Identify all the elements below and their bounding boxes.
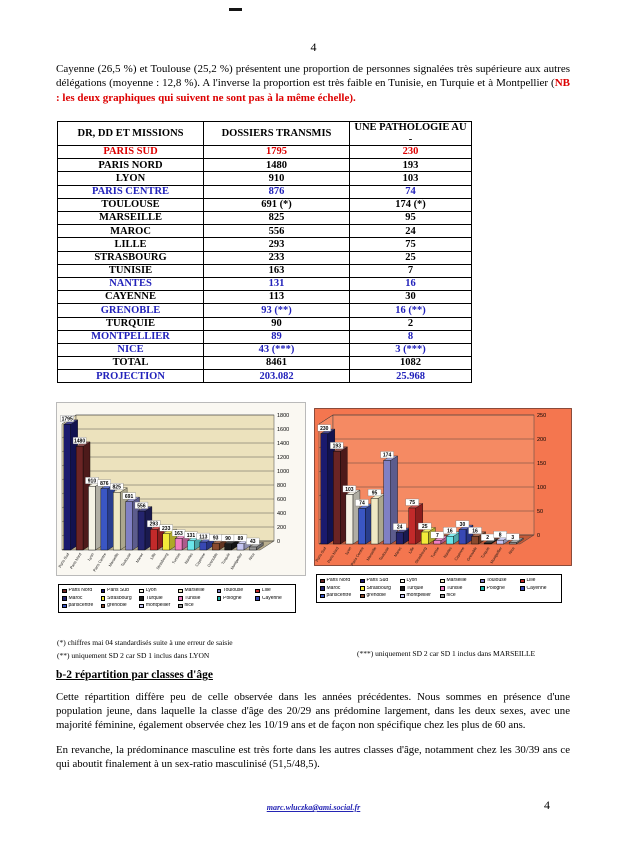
svg-text:1400: 1400 bbox=[277, 441, 290, 447]
legend-swatch bbox=[440, 586, 445, 591]
svg-text:Paris Nord: Paris Nord bbox=[69, 552, 83, 570]
table-row bbox=[58, 291, 472, 304]
legend-swatch bbox=[178, 604, 183, 609]
row-name-cell: PARIS NORD bbox=[58, 159, 204, 172]
legend-label: Pologne bbox=[223, 595, 242, 601]
legend-label: Turquie bbox=[406, 585, 424, 591]
legend-label: Maroc bbox=[326, 585, 341, 591]
legend-label: Paris Nord bbox=[68, 588, 93, 593]
dossiers-cell: 113 bbox=[204, 291, 350, 304]
legend-item bbox=[440, 593, 478, 599]
body-paragraph-1: Cette répartition diffère peu de celle observée dans les années précédentes. Nous sommes en présence d'une population jeune, dans laquelle la classe d'âge des 20/29 ans prédomine largement, dans les deux sexes, avec une majorité féminine, également observée chez les 10/19 ans et de façon non spécifique chez les plus de 60 ans. bbox=[56, 691, 570, 732]
svg-text:193: 193 bbox=[332, 443, 342, 450]
legend-item bbox=[400, 593, 438, 599]
svg-text:1800: 1800 bbox=[277, 413, 290, 419]
legend-label: Marseille bbox=[446, 578, 467, 583]
table-row bbox=[58, 185, 472, 198]
svg-text:0: 0 bbox=[277, 539, 281, 545]
footnote-two-star: (**) uniquement SD 2 car SD 1 inclus dans LYON bbox=[57, 651, 210, 661]
svg-text:Paris Centre: Paris Centre bbox=[350, 546, 365, 566]
table-row-projection bbox=[58, 370, 472, 383]
dossiers-cell: 43 (***) bbox=[204, 343, 350, 356]
pathologie-cell: 25 bbox=[350, 251, 472, 264]
svg-text:50: 50 bbox=[537, 509, 544, 515]
legend-item bbox=[139, 596, 176, 602]
svg-text:174: 174 bbox=[382, 452, 392, 459]
pathologie-cell: 8 bbox=[350, 330, 472, 343]
intro-text: Cayenne (26,5 %) et Toulouse (25,2 %) présentent une proportion de personnes signalées très supérieure aux autres délégations (moyenne : 12,8 %). A l'inverse la proportion est très faible en Tunisie, en Turquie et à Montpellier ( bbox=[56, 63, 570, 90]
dossiers-cell: 89 bbox=[204, 330, 350, 343]
legend-item bbox=[320, 578, 358, 584]
legend-swatch bbox=[320, 594, 325, 599]
legend-swatch bbox=[480, 586, 485, 591]
table-row bbox=[58, 225, 472, 238]
table-row bbox=[58, 172, 472, 185]
svg-text:150: 150 bbox=[537, 461, 547, 467]
svg-text:Toulouse: Toulouse bbox=[120, 552, 132, 568]
svg-text:Strasbourg: Strasbourg bbox=[155, 552, 170, 571]
svg-text:Montpellier: Montpellier bbox=[230, 552, 244, 571]
legend-item bbox=[400, 586, 438, 592]
svg-text:16: 16 bbox=[447, 528, 453, 535]
legend-item bbox=[480, 586, 518, 592]
table-row bbox=[58, 212, 472, 225]
legend-label: Strasbourg bbox=[366, 585, 391, 591]
row-name-cell: PARIS CENTRE bbox=[58, 185, 204, 198]
page-number-top: 4 bbox=[310, 40, 317, 54]
chart-legend-left bbox=[58, 584, 296, 613]
row-name-cell: TURQUIE bbox=[58, 317, 204, 330]
pathologie-cell: 30 bbox=[350, 291, 472, 304]
legend-label: Lyon bbox=[406, 578, 418, 583]
pathologie-cell: 16 (**) bbox=[350, 304, 472, 317]
legend-label: Strasbourg bbox=[107, 595, 132, 601]
footnote-star: (*) chiffres mai 04 standardisés suite à une erreur de saisie bbox=[57, 638, 233, 647]
legend-item bbox=[101, 588, 138, 594]
svg-text:233: 233 bbox=[162, 525, 171, 532]
table-row bbox=[58, 317, 472, 330]
legend-label: pariscentre bbox=[68, 603, 94, 608]
svg-text:Nantes: Nantes bbox=[442, 546, 453, 559]
svg-text:910: 910 bbox=[87, 478, 97, 485]
row-name-cell: LILLE bbox=[58, 238, 204, 251]
bar-chart-3d-pathologie bbox=[314, 408, 572, 566]
legend-swatch bbox=[360, 586, 365, 591]
row-name-cell: MAROC bbox=[58, 225, 204, 238]
svg-text:163: 163 bbox=[174, 530, 183, 537]
row-name-cell: MONTPELLIER bbox=[58, 330, 204, 343]
pathologie-cell: 75 bbox=[350, 238, 472, 251]
legend-swatch bbox=[139, 596, 144, 601]
svg-text:Nantes: Nantes bbox=[184, 552, 194, 565]
legend-item bbox=[480, 578, 518, 584]
svg-text:Marseille: Marseille bbox=[365, 546, 378, 562]
svg-text:Tunisie: Tunisie bbox=[430, 546, 441, 559]
svg-text:Maroc: Maroc bbox=[393, 546, 403, 558]
legend-swatch bbox=[320, 586, 325, 591]
legend-item bbox=[320, 593, 358, 599]
dossiers-cell: 93 (**) bbox=[204, 304, 350, 317]
legend-swatch bbox=[139, 604, 144, 609]
legend-label: Toulouse bbox=[223, 588, 244, 593]
dossiers-cell: 1480 bbox=[204, 159, 350, 172]
svg-text:95: 95 bbox=[371, 490, 378, 497]
pathologie-cell: 95 bbox=[350, 212, 472, 225]
svg-text:1600: 1600 bbox=[277, 427, 290, 433]
legend-item bbox=[400, 578, 438, 584]
pathologie-cell: 16 bbox=[350, 277, 472, 290]
svg-text:131: 131 bbox=[186, 533, 196, 540]
svg-text:0: 0 bbox=[537, 533, 541, 539]
legend-swatch bbox=[255, 596, 260, 601]
svg-text:2: 2 bbox=[486, 535, 489, 542]
legend-swatch bbox=[320, 579, 325, 584]
svg-text:600: 600 bbox=[277, 497, 287, 503]
body-paragraph-2: En revanche, la prédominance masculine est très forte dans les autres classes d'âge, notamment chez les 30/39 ans ce qui aboutit finalement à un sex-ratio masculinisé (51,5/48,5). bbox=[56, 744, 570, 771]
legend-item bbox=[101, 603, 138, 609]
svg-text:200: 200 bbox=[277, 525, 287, 531]
pathologie-cell: 1082 bbox=[350, 357, 472, 370]
svg-text:1480: 1480 bbox=[74, 438, 86, 445]
legend-item bbox=[178, 596, 215, 602]
legend-swatch bbox=[62, 589, 67, 594]
legend-label: nice bbox=[184, 603, 194, 608]
svg-text:75: 75 bbox=[409, 500, 415, 507]
svg-text:Grenoble: Grenoble bbox=[206, 552, 219, 568]
body-text bbox=[56, 690, 570, 782]
svg-text:Lyon: Lyon bbox=[344, 546, 353, 556]
row-name-cell: CAYENNE bbox=[58, 291, 204, 304]
legend-label: Lille bbox=[261, 588, 271, 593]
legend-item bbox=[139, 588, 176, 594]
svg-text:Lyon: Lyon bbox=[87, 552, 95, 562]
pathologie-cell: 3 (***) bbox=[350, 343, 472, 356]
footnotes-left bbox=[57, 636, 233, 662]
svg-text:93: 93 bbox=[212, 535, 219, 542]
legend-swatch bbox=[62, 596, 67, 601]
pathologie-cell: 193 bbox=[350, 159, 472, 172]
legend-swatch bbox=[217, 589, 222, 594]
dossiers-cell: 8461 bbox=[204, 357, 350, 370]
legend-swatch bbox=[101, 589, 106, 594]
legend-item bbox=[62, 603, 99, 609]
table-row bbox=[58, 264, 472, 277]
legend-item bbox=[62, 596, 99, 602]
pathologie-cell: 103 bbox=[350, 172, 472, 185]
svg-text:Lille: Lille bbox=[408, 546, 416, 555]
dossiers-cell: 90 bbox=[204, 317, 350, 330]
intro-paragraph bbox=[56, 62, 570, 105]
legend-label: montpellier bbox=[145, 603, 171, 608]
legend-swatch bbox=[400, 579, 405, 584]
legend-swatch bbox=[255, 589, 260, 594]
dossiers-cell: 1795 bbox=[204, 146, 350, 159]
svg-text:Nice: Nice bbox=[508, 546, 516, 555]
legend-label: Maroc bbox=[68, 595, 83, 601]
legend-item bbox=[217, 596, 254, 602]
row-name-cell: GRENOBLE bbox=[58, 304, 204, 317]
legend-swatch bbox=[480, 579, 485, 584]
svg-text:43: 43 bbox=[250, 539, 256, 546]
svg-text:8: 8 bbox=[498, 532, 502, 539]
dossiers-cell: 203.082 bbox=[204, 370, 350, 383]
svg-text:825: 825 bbox=[112, 484, 121, 491]
legend-item bbox=[320, 586, 358, 592]
legend-label: grenoble bbox=[366, 593, 386, 598]
svg-text:3: 3 bbox=[511, 534, 515, 541]
table-row bbox=[58, 159, 472, 172]
dossiers-cell: 131 bbox=[204, 277, 350, 290]
svg-text:89: 89 bbox=[237, 535, 244, 542]
legend-label: Lille bbox=[526, 578, 536, 583]
scan-artifact bbox=[229, 8, 242, 11]
svg-text:Paris Sud: Paris Sud bbox=[315, 546, 328, 563]
dossiers-cell: 876 bbox=[204, 185, 350, 198]
legend-item bbox=[520, 586, 558, 592]
legend-swatch bbox=[139, 589, 144, 594]
legend-label: Cayenne bbox=[526, 585, 547, 591]
legend-item bbox=[255, 596, 292, 602]
col-header-pathologie: UNE PATHOLOGIE AU - bbox=[350, 122, 472, 146]
legend-swatch bbox=[520, 586, 525, 591]
row-name-cell: TUNISIE bbox=[58, 264, 204, 277]
svg-text:Turquie: Turquie bbox=[480, 546, 491, 560]
svg-text:876: 876 bbox=[100, 480, 109, 487]
dossiers-cell: 691 (*) bbox=[204, 198, 350, 211]
svg-text:1000: 1000 bbox=[277, 469, 290, 475]
dossiers-cell: 163 bbox=[204, 264, 350, 277]
svg-text:16: 16 bbox=[472, 528, 478, 535]
pathologie-cell: 25.968 bbox=[350, 370, 472, 383]
svg-text:100: 100 bbox=[537, 485, 547, 491]
footnote-three-star: (***) uniquement SD 2 car SD 1 inclus dans MARSEILLE bbox=[357, 649, 536, 658]
bar-chart-3d-dossiers bbox=[56, 402, 306, 576]
svg-text:30: 30 bbox=[459, 521, 466, 528]
svg-text:293: 293 bbox=[149, 521, 158, 528]
row-name-cell: TOULOUSE bbox=[58, 198, 204, 211]
legend-label: Paris Nord bbox=[326, 578, 351, 583]
legend-label: Tunisie bbox=[446, 585, 463, 591]
legend-swatch bbox=[217, 596, 222, 601]
dossiers-cell: 293 bbox=[204, 238, 350, 251]
legend-item bbox=[101, 596, 138, 602]
legend-swatch bbox=[178, 589, 183, 594]
table-row bbox=[58, 330, 472, 343]
legend-swatch bbox=[400, 594, 405, 599]
pathologie-cell: 7 bbox=[350, 264, 472, 277]
table-row bbox=[58, 251, 472, 264]
svg-text:Cayenne: Cayenne bbox=[194, 552, 207, 568]
chart-legend-right bbox=[316, 574, 562, 603]
svg-text:Marseille: Marseille bbox=[108, 552, 120, 568]
pathologie-cell: 74 bbox=[350, 185, 472, 198]
svg-text:Nice: Nice bbox=[248, 552, 256, 561]
row-name-cell: TOTAL bbox=[58, 357, 204, 370]
legend-swatch bbox=[360, 594, 365, 599]
dossiers-cell: 825 bbox=[204, 212, 350, 225]
svg-text:Paris Nord: Paris Nord bbox=[326, 546, 340, 564]
legend-item bbox=[255, 588, 292, 594]
svg-text:Turquie: Turquie bbox=[220, 552, 231, 566]
legend-swatch bbox=[520, 579, 525, 584]
col-header-missions: DR, DD ET MISSIONS bbox=[58, 122, 204, 146]
legend-label: Tunisie bbox=[184, 595, 201, 601]
legend-swatch bbox=[178, 596, 183, 601]
legend-item bbox=[139, 603, 176, 609]
row-name-cell: PARIS SUD bbox=[58, 146, 204, 159]
legend-label: Paris Sud bbox=[107, 588, 129, 593]
legend-swatch bbox=[440, 579, 445, 584]
legend-item bbox=[440, 586, 478, 592]
svg-text:800: 800 bbox=[277, 483, 287, 489]
legend-item bbox=[178, 603, 215, 609]
svg-text:1795: 1795 bbox=[61, 416, 73, 423]
col-header-dossiers: DOSSIERS TRANSMIS bbox=[204, 122, 350, 146]
svg-text:Maroc: Maroc bbox=[135, 552, 145, 564]
legend-label: Marseille bbox=[184, 588, 205, 593]
pathologie-cell: 2 bbox=[350, 317, 472, 330]
svg-text:24: 24 bbox=[396, 524, 403, 531]
footer-email: marc.wluczka@ami.social.fr bbox=[266, 803, 361, 812]
table-row bbox=[58, 238, 472, 251]
legend-swatch bbox=[62, 604, 67, 609]
legend-swatch bbox=[440, 594, 445, 599]
svg-text:Strasbourg: Strasbourg bbox=[414, 546, 428, 565]
dossiers-cell: 910 bbox=[204, 172, 350, 185]
legend-item bbox=[62, 588, 99, 594]
row-name-cell: LYON bbox=[58, 172, 204, 185]
svg-text:90: 90 bbox=[225, 535, 231, 542]
svg-text:230: 230 bbox=[320, 425, 329, 432]
legend-label: Cayenne bbox=[261, 595, 282, 601]
legend-swatch bbox=[400, 586, 405, 591]
legend-item bbox=[217, 588, 254, 594]
svg-text:Paris Centre: Paris Centre bbox=[92, 552, 108, 573]
legend-item bbox=[520, 578, 558, 584]
svg-text:Toulouse: Toulouse bbox=[378, 546, 390, 562]
legend-item bbox=[360, 593, 398, 599]
table-row bbox=[58, 343, 472, 356]
svg-text:103: 103 bbox=[345, 486, 354, 493]
svg-text:200: 200 bbox=[537, 437, 547, 443]
legend-item bbox=[440, 578, 478, 584]
delegations-table bbox=[57, 121, 472, 383]
svg-text:556: 556 bbox=[137, 503, 146, 510]
section-heading-b2: b-2 répartition par classes d'âge bbox=[56, 669, 213, 681]
row-name-cell: NICE bbox=[58, 343, 204, 356]
table-row bbox=[58, 304, 472, 317]
svg-text:691: 691 bbox=[124, 493, 134, 500]
legend-label: pariscentre bbox=[326, 593, 352, 598]
dossiers-cell: 556 bbox=[204, 225, 350, 238]
legend-label: Paris Sud bbox=[366, 578, 389, 583]
table-row-total bbox=[58, 357, 472, 370]
svg-text:Lille: Lille bbox=[149, 552, 157, 561]
page-number-bottom: 4 bbox=[544, 798, 550, 812]
svg-text:113: 113 bbox=[199, 534, 208, 541]
legend-label: nice bbox=[446, 593, 456, 598]
legend-swatch bbox=[101, 604, 106, 609]
svg-text:Tunisie: Tunisie bbox=[171, 552, 182, 565]
legend-swatch bbox=[360, 579, 365, 584]
row-name-cell: PROJECTION bbox=[58, 370, 204, 383]
svg-text:74: 74 bbox=[359, 500, 365, 507]
legend-swatch bbox=[101, 596, 106, 601]
legend-label: Toulouse bbox=[486, 578, 507, 583]
svg-text:Cayenne: Cayenne bbox=[453, 546, 466, 562]
legend-item bbox=[178, 588, 215, 594]
chart-pathologie bbox=[314, 408, 572, 603]
svg-text:Grenoble: Grenoble bbox=[466, 546, 478, 562]
svg-text:Montpellier: Montpellier bbox=[489, 546, 503, 565]
dossiers-cell: 233 bbox=[204, 251, 350, 264]
svg-text:7: 7 bbox=[435, 532, 439, 539]
legend-item bbox=[360, 586, 398, 592]
legend-label: montpellier bbox=[406, 593, 431, 598]
row-name-cell: NANTES bbox=[58, 277, 204, 290]
chart-dossiers-transmis bbox=[56, 402, 306, 613]
pathologie-cell: 24 bbox=[350, 225, 472, 238]
intro-note-red: NB : les deux graphiques qui suivent ne sont pas à la même échelle). bbox=[56, 77, 570, 104]
table-row bbox=[58, 146, 472, 159]
table-header-row bbox=[58, 122, 472, 146]
svg-text:25: 25 bbox=[421, 524, 428, 531]
legend-label: Turquie bbox=[145, 595, 163, 601]
svg-text:400: 400 bbox=[277, 511, 287, 517]
legend-item bbox=[360, 578, 398, 584]
pathologie-cell: 230 bbox=[350, 146, 472, 159]
pathologie-cell: 174 (*) bbox=[350, 198, 472, 211]
legend-label: grenoble bbox=[107, 603, 127, 608]
svg-text:Paris Sud: Paris Sud bbox=[57, 552, 71, 569]
legend-label: Pologne bbox=[486, 585, 505, 591]
row-name-cell: MARSEILLE bbox=[58, 212, 204, 225]
table-row bbox=[58, 277, 472, 290]
legend-label: Lyon bbox=[145, 588, 157, 593]
svg-text:1200: 1200 bbox=[277, 455, 290, 461]
row-name-cell: STRASBOURG bbox=[58, 251, 204, 264]
svg-text:250: 250 bbox=[537, 413, 547, 419]
table-row bbox=[58, 198, 472, 211]
